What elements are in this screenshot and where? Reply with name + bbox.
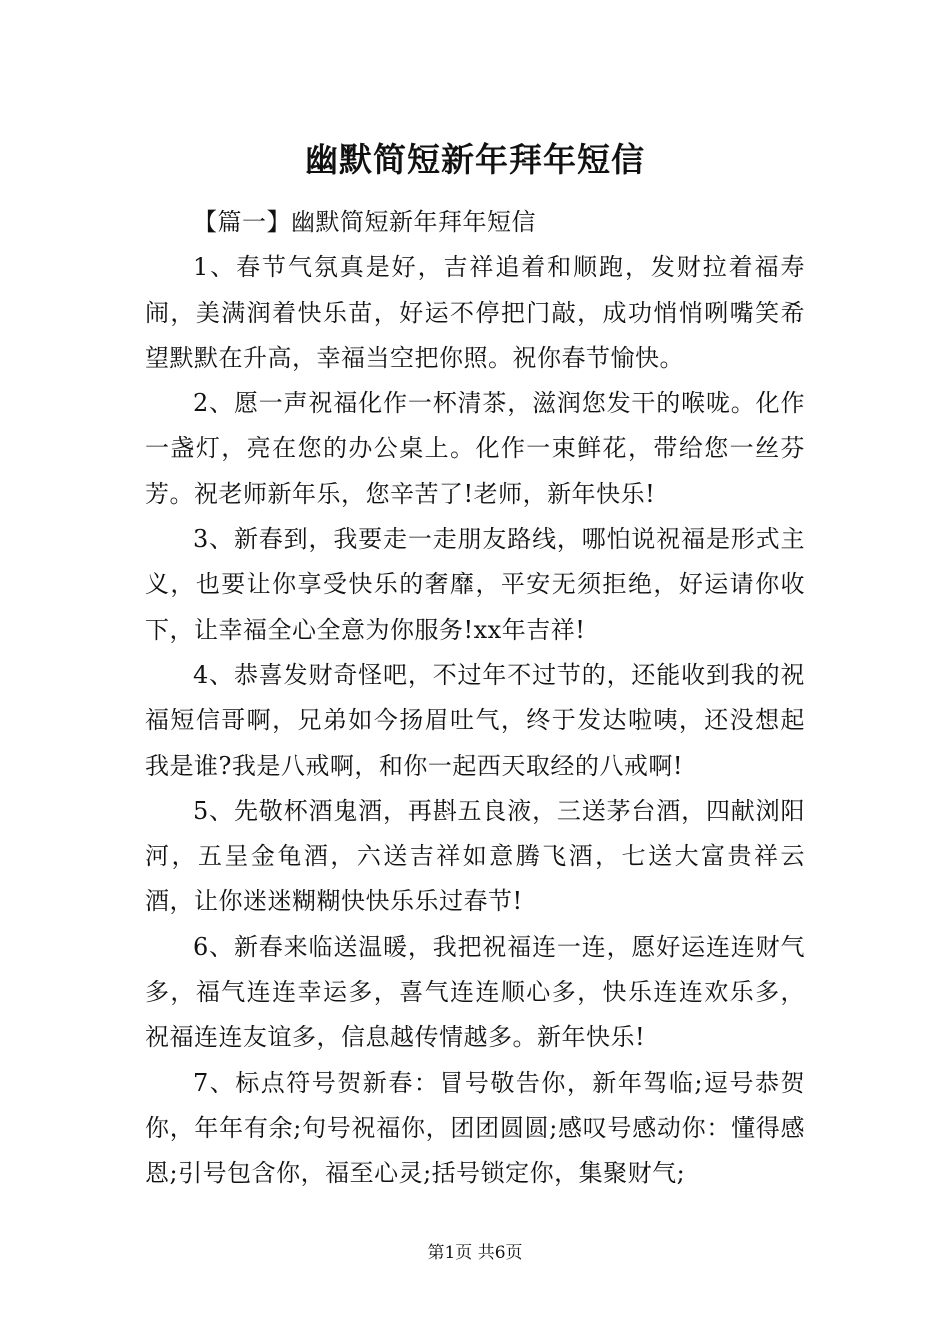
paragraph-6: 6、新春来临送温暖，我把祝福连一连，愿好运连连财气多，福气连连幸运多，喜气连连顺心多，快乐连连欢乐多，祝福连连友谊多，信息越传情越多。新年快乐! [145,932,805,1052]
paragraph-3: 3、新春到，我要走一走朋友路线，哪怕说祝福是形式主义，也要让你享受快乐的奢靡，平安无须拒绝，好运请你收下，让幸福全心全意为你服务!xx年吉祥! [145,525,805,644]
paragraph-5: 5、先敬杯酒鬼酒，再斟五良液，三送茅台酒，四献浏阳河，五呈金龟酒，六送吉祥如意腾飞酒，七送大富贵祥云酒，让你迷迷糊糊快快乐乐过春节! [145,796,805,916]
paragraph-7: 7、标点符号贺新春：冒号敬告你，新年驾临;逗号恭贺你，年年有余;句号祝福你，团团圆圆;感叹号感动你：懂得感恩;引号包含你，福至心灵;括号锁定你，集聚财气; [145,1068,805,1188]
paragraph-4: 4、恭喜发财奇怪吧，不过年不过节的，还能收到我的祝福短信哥啊，兄弟如今扬眉吐气，终于发达啦咦，还没想起我是谁?我是八戒啊，和你一起西天取经的八戒啊! [145,660,805,780]
paragraph-2: 2、愿一声祝福化作一杯清茶，滋润您发干的喉咙。化作一盏灯，亮在您的办公桌上。化作一束鲜花，带给您一丝芬芳。祝老师新年乐，您辛苦了!老师，新年快乐! [145,389,805,508]
paragraph-1: 1、春节气氛真是好，吉祥追着和顺跑，发财拉着福寿闹，美满润着快乐苗，好运不停把门敲，成功悄悄咧嘴笑希望默默在升高，幸福当空把你照。祝你春节愉快。 [145,253,805,372]
section-heading: 【篇一】幽默简短新年拜年短信 [193,208,536,236]
document-title: 幽默简短新年拜年短信 [305,140,645,179]
document-body [145,200,805,1197]
page-footer: 第1页 共6页 [427,1243,523,1263]
